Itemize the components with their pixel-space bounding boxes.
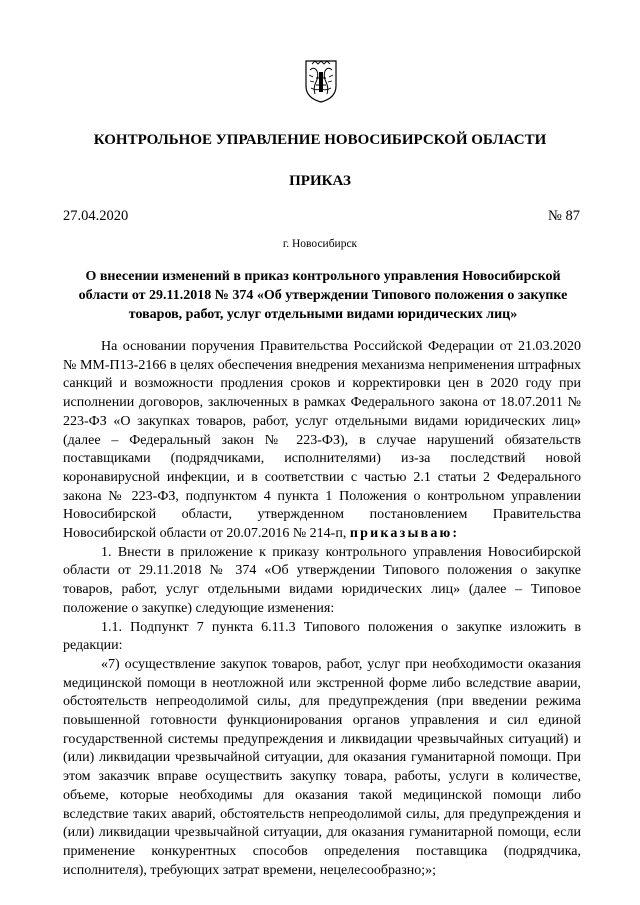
document-number: № 87 — [548, 208, 580, 224]
paragraph-item-1: 1. Внести в приложение к приказу контрольного управления Новосибирской области от 29.11.2018 № 374 «Об утверждении Типового положения о закупке товаров, работ, услуг отдельными видами юридических лиц» (далее – Типовое положение о закупке) следующие изменения: — [63, 544, 581, 616]
paragraph-item-1-1: 1.1. Подпункт 7 пункта 6.11.3 Типового положения о закупке изложить в редакции: — [63, 619, 581, 654]
document-city: г. Новосибирск — [282, 238, 358, 250]
paragraph-basis-text: На основании поручения Правительства Российской Федерации от 21.03.2020 № ММ-П13-2166 в целях обеспечения внедрения механизма неприменения штрафных санкций и возможности продления сроков и корректировки цен в 2020 году при исполнении договоров, заключенных в рамках Федерального закона от 18.07.2011 № 223-ФЗ «О закупках товаров, работ, услуг отдельными видами юридических лиц» (далее – Федеральный закон № 223-ФЗ), в случае нарушений обязательств поставщиками (подрядчиками, исполнителями) из-за последствий новой коронавирусной инфекции, и в соответствии с частью 2.1 статьи 2 Федерального закона № 223-ФЗ, подпунктом 4 пункта 1 Положения о контрольном управлении Новосибирской области, утвержденном постановлением Правительства Новосибирской области от 20.07.2016 № 214-п, — [63, 339, 581, 542]
paragraph-basis — [63, 338, 581, 544]
decree-word: приказываю: — [349, 526, 460, 542]
document-date: 27.04.2020 — [63, 208, 129, 224]
coat-of-arms-icon — [302, 58, 340, 104]
document-body — [63, 338, 581, 880]
document-type: ПРИКАЗ — [289, 173, 351, 189]
organization-name: КОНТРОЛЬНОЕ УПРАВЛЕНИЕ НОВОСИБИРСКОЙ ОБЛАСТИ — [93, 132, 547, 148]
document-title: О внесении изменений в приказ контрольного управления Новосибирской области от 29.11.2018 № 374 «Об утверждении Типового положения о закупке товаров, работ, услуг отдельными видами юридических лиц» — [78, 269, 568, 322]
paragraph-quote: «7) осуществление закупок товаров, работ, услуг при необходимости оказания медицинской помощи в неотложной или экстренной форме либо вследствие аварии, обстоятельств непреодолимой силы, для предупреждения (при введении режима повышенной готовности функционирования органов управления и сил единой государственной системы предупреждения и ликвидации чрезвычайных ситуаций) и (или) ликвидации чрезвычайной ситуации, для оказания гуманитарной помощи. При этом заказчик вправе осуществить закупку товара, работы, услуги в количестве, объеме, которые необходимы для оказания такой медицинской помощи либо вследствие таких аварий, обстоятельств непреодолимой силы, для предупреждения и (или) ликвидации чрезвычайной ситуации, для оказания гуманитарной помощи, если применение конкурентных способов определения поставщика (подрядчика, исполнителя), требующих затрат времени, нецелесообразно;»; — [63, 656, 581, 878]
